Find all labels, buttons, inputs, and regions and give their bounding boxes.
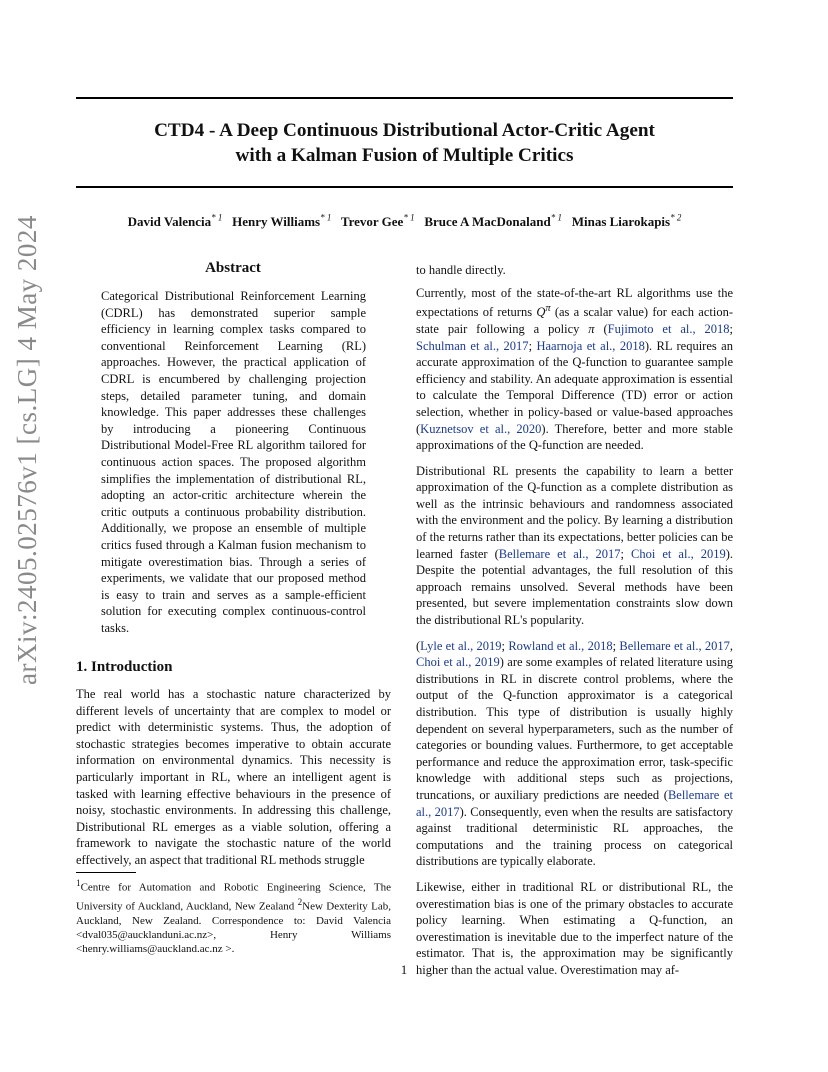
author: Minas Liarokapis$^{* 2}$ [571, 213, 682, 230]
abstract-heading: Abstract [205, 260, 261, 276]
author: David Valencia$^{* 1}$ [127, 213, 223, 230]
citation-link[interactable]: Rowland et al., 2018 [508, 638, 613, 653]
author: Henry Williams$^{* 1}$ [232, 213, 332, 230]
citation-link[interactable]: Lyle et al., 2019 [420, 638, 502, 653]
citation-link[interactable]: Bellemare et al., 2017 [498, 546, 621, 561]
arxiv-stamp: arXiv:2405.02576v1 [cs.LG] 4 May 2024 [12, 215, 42, 685]
paragraph-continuation: to handle directly. [416, 263, 506, 277]
title-line-1: CTD4 - A Deep Continuous Distributional Actor-Critic Agent [154, 120, 655, 141]
paragraph: Likewise, either in traditional RL or distributional RL, the overestimation bias is one of the primary obstacles to accurate policy learning. When estimating a Q-function, an overestimation is inevitable due to the imperfect nature of the estimator. That is, the approximation may be significantly higher than the actual value. Overestimation may af- [416, 879, 733, 977]
top-rule [76, 97, 733, 99]
citation-link[interactable]: Bellemare et al., 2017 [619, 638, 730, 653]
footnote: $^1$Centre for Automation and Robotic Engineering Science, The University of Auckland, Auckland, New Zealand $^2$New Dexterity Lab, Auckland, New Zealand. Correspondence to: David Valencia <dval035@aucklanduni.ac.nz>, Henry Williams <henry.williams@auckland.ac.nz >. [76, 878, 391, 956]
citation-link[interactable]: Choi et al., 2019 [416, 655, 500, 670]
bottom-title-rule [76, 186, 733, 188]
title-line-2: with a Kalman Fusion of Multiple Critics [235, 145, 574, 166]
footnote-rule [76, 872, 136, 873]
introduction-heading: 1. Introduction [76, 659, 173, 675]
introduction-text: The real world has a stochastic nature characterized by different levels of uncertainty that are complex to model or predict with deterministic systems. Thus, the adoption of stochastic strategies becomes imperative to obtain accurate information on environmental dynamics. This necessity is particularly important in RL, where an intelligent agent is tasked with learning effective behaviours in the presence of noisy, stochastic environments. In addressing this challenge, Distributional RL emerges as a viable solution, offering a framework to navigate the stochastic nature of the world effectively, an aspect that traditional RL methods struggle [76, 687, 391, 867]
author: Bruce A MacDonaland$^{* 1}$ [424, 213, 562, 230]
page-number: 1 [400, 962, 408, 977]
paragraph: Distributional RL presents the capability to learn a better approximation of the Q-function as a complete distribution as well as the intrinsic behaviours and randomness associated with the environment and the policy. By learning a distribution of the returns rather than its expectations, better policies can be learned faster (Bellemare et al., 2017; Choi et al., 2019). Despite the potential advantages, the full resolution of this approach remains unsolved. Several methods have been presented, but severe implementation constraints slow down the distributional RL's popularity. [416, 463, 734, 628]
citation-link[interactable]: Schulman et al., 2017 [416, 338, 529, 353]
author-list [76, 213, 733, 230]
citation-link[interactable]: Haarnoja et al., 2018 [536, 338, 645, 353]
citation-link[interactable]: Bellemare et al., 2017 [416, 787, 733, 819]
abstract-text: Categorical Distributional Reinforcement Learning (CDRL) has demonstrated superior sample efficiency in learning complex tasks compared to conventional Reinforcement Learning (RL) approaches. However, the practical application of CDRL is encumbered by challenging projection steps, detailed parameter tuning, and domain knowledge. This paper addresses these challenges by introducing a pioneering Continuous Distributional Model-Free RL algorithm tailored for continuous action spaces. The proposed algorithm simplifies the implementation of distributional RL, adopting an actor-critic architecture wherein the critic outputs a continuous probability distribution. Additionally, we propose an ensemble of multiple critics fused through a Kalman fusion mechanism to mitigate overestimation bias. Through a series of experiments, we validate that our proposed method is easy to train and serves as a sample-efficient solution for executing complex continuous-control tasks. [101, 289, 366, 635]
paper-title [76, 118, 733, 168]
paragraph: (Lyle et al., 2019; Rowland et al., 2018; Bellemare et al., 2017, Choi et al., 2019) are some examples of related literature using distributions in RL in discrete control problems, where the output of the Q-function approximator is a categorical distribution. This type of distribution is usually highly dependent on several hyperparameters, such as the number of categories or bounding values. Furthermore, to get acceptable performance and reduce the approximation error, task-specific knowledge with additional steps such as projections, truncations, or auxiliary predictions are needed (Bellemare et al., 2017). Consequently, even when the results are satisfactory against traditional deterministic RL approaches, the computations and the training process on categorical distributions are typically elaborate. [416, 638, 733, 869]
citation-link[interactable]: Fujimoto et al., 2018 [607, 321, 730, 336]
paragraph: Currently, most of the state-of-the-art RL algorithms use the expectations of returns $Q^\pi$ (as a scalar value) for each action-state pair following a policy π (Fujimoto et al., 2018; Schulman et al., 2017; Haarnoja et al., 2018). RL requires an accurate approximation of the Q-function to guarantee sample efficiency and stability. An adequate approximation is essential to calculate the Temporal Difference (TD) error or action selection, whether in policy-based or value-based approaches (Kuznetsov et al., 2020). Therefore, better and more stable approximations of the Q-function are needed. [416, 285, 733, 453]
author: Trevor Gee$^{* 1}$ [340, 213, 415, 230]
right-column [416, 262, 733, 988]
citation-link[interactable]: Choi et al., 2019 [631, 546, 726, 561]
citation-link[interactable]: Kuznetsov et al., 2020 [420, 421, 542, 436]
